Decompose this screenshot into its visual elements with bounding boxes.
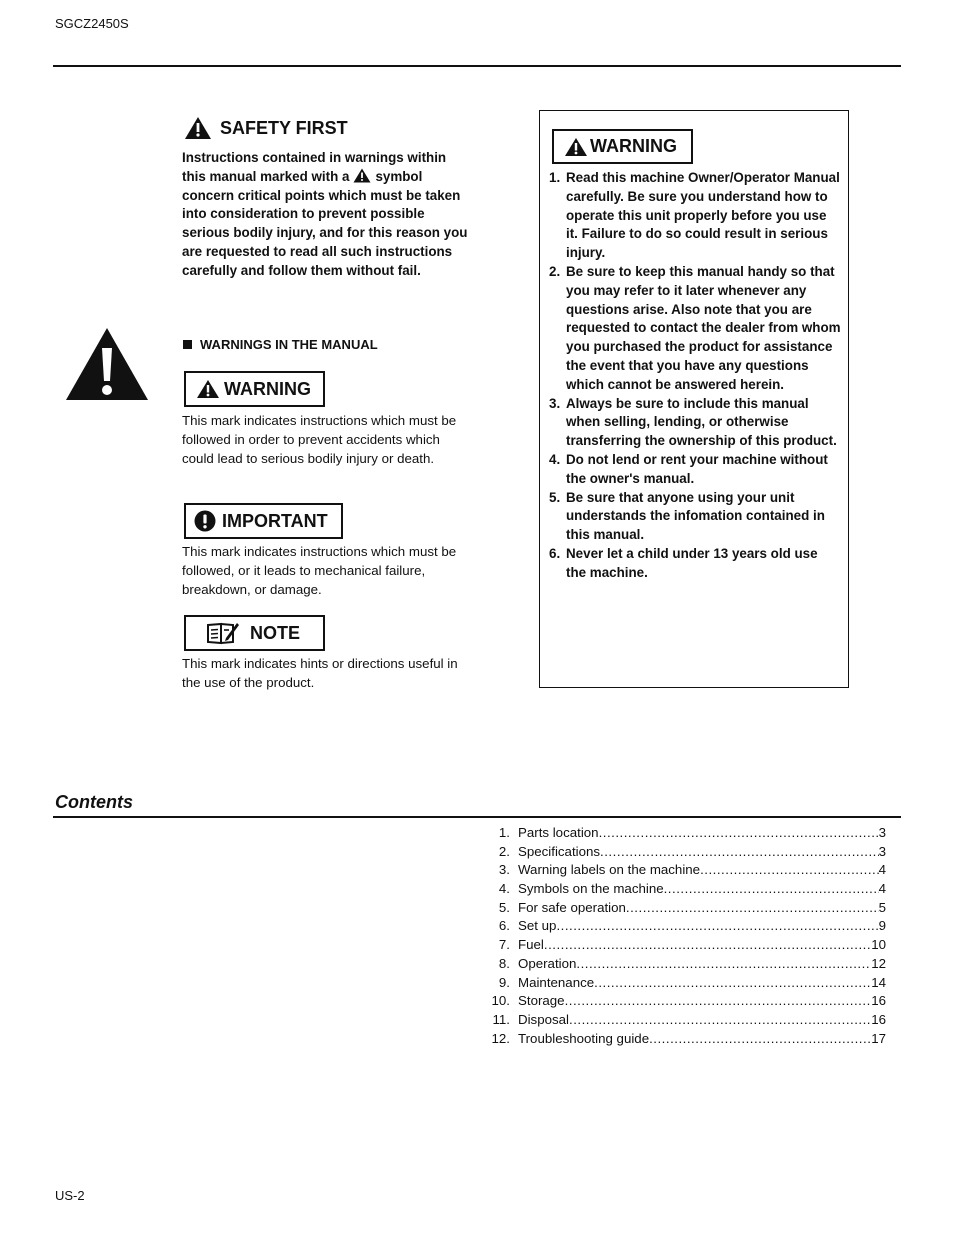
large-warning-triangle-icon (64, 326, 150, 402)
toc-row[interactable]: 11. Disposal ..... 16 (483, 1011, 886, 1030)
panel-warning-label-text: WARNING (590, 136, 677, 156)
note-label-box (184, 615, 325, 651)
table-of-contents (483, 824, 886, 1048)
panel-warning-label-box (552, 129, 693, 164)
contents-rule (53, 816, 901, 818)
square-bullet-icon (183, 340, 192, 349)
warning-list-item: 2. Be sure to keep this manual handy so that you may refer to it later whenever any questions arise. Also note that you are requested to contact the dealer from whom you purchased the product for assistance the event that you have any questions which cannot be answered herein. (549, 263, 841, 392)
warning-triangle-icon (196, 379, 220, 399)
warnings-in-manual-heading (183, 337, 378, 352)
exclamation-circle-icon (194, 510, 216, 532)
important-description: This mark indicates instructions which must be followed, or it leads to mechanical failure, breakdown, or damage. (182, 544, 457, 597)
safety-first-text (182, 149, 472, 281)
note-label-text: NOTE (250, 622, 301, 643)
important-label-box (184, 503, 343, 539)
toc-row[interactable]: 2. Specifications ..... 3 (483, 843, 886, 862)
toc-row[interactable]: 1. Parts location ..... 3 (483, 824, 886, 843)
toc-row[interactable]: 12. Troubleshooting guide ..... 17 (483, 1030, 886, 1049)
model-number: SGCZ2450S (55, 16, 129, 31)
page-number: US-2 (55, 1188, 85, 1203)
warning-list-item: 1. Read this machine Owner/Operator Manual carefully. Be sure you understand how to operate this unit properly before you use it. Failure to do so could result in serious injury. (549, 170, 840, 261)
warning-description: This mark indicates instructions which must be followed in order to prevent accidents which could lead to serious bodily injury or death. (182, 413, 457, 466)
warning-list-item: 5. Be sure that anyone using your unit understands the infomation contained in this manual. (549, 489, 825, 543)
toc-row[interactable]: 10. Storage ..... 16 (483, 992, 886, 1011)
contents-heading: Contents (55, 792, 133, 812)
inline-warning-triangle-icon (353, 168, 371, 183)
safety-first-title: SAFETY FIRST (220, 117, 348, 138)
toc-row[interactable]: 8. Operation ..... 12 (483, 955, 886, 974)
toc-row[interactable]: 5. For safe operation ..... 5 (483, 899, 886, 918)
warning-triangle-icon (564, 137, 588, 157)
warning-list (549, 169, 841, 583)
safety-text-part-2: symbol concern critical points which must be taken into consideration to prevent possible serious bodily injury, and for this reason you are requested to read all such instructions carefully and follow them without fail. (182, 168, 468, 278)
warning-triangle-icon (184, 116, 212, 140)
important-label-text: IMPORTANT (222, 510, 328, 531)
warning-label-box (184, 371, 325, 407)
toc-row[interactable]: 7. Fuel ..... 10 (483, 936, 886, 955)
warning-list-item: 6. Never let a child under 13 years old use the machine. (549, 545, 818, 580)
note-description: This mark indicates hints or directions useful in the use of the product. (182, 656, 458, 690)
toc-row[interactable]: 4. Symbols on the machine ..... 4 (483, 880, 886, 899)
open-book-pencil-icon (206, 621, 240, 645)
warnings-in-manual-title: WARNINGS IN THE MANUAL (200, 337, 378, 352)
toc-row[interactable]: 6. Set up ..... 9 (483, 917, 886, 936)
toc-row[interactable]: 9. Maintenance ..... 14 (483, 974, 886, 993)
toc-row[interactable]: 3. Warning labels on the machine ..... 4 (483, 861, 886, 880)
safety-text-part-1: Instructions contained in warnings within this manual marked with a (182, 150, 447, 184)
warning-list-item: 3. Always be sure to include this manual when selling, lending, or otherwise transferring the ownership of this product. (549, 395, 837, 449)
safety-first-heading (184, 116, 348, 140)
header-rule (53, 65, 901, 67)
warning-list-item: 4. Do not lend or rent your machine without the owner's manual. (549, 451, 828, 486)
warning-label-text: WARNING (224, 378, 311, 399)
